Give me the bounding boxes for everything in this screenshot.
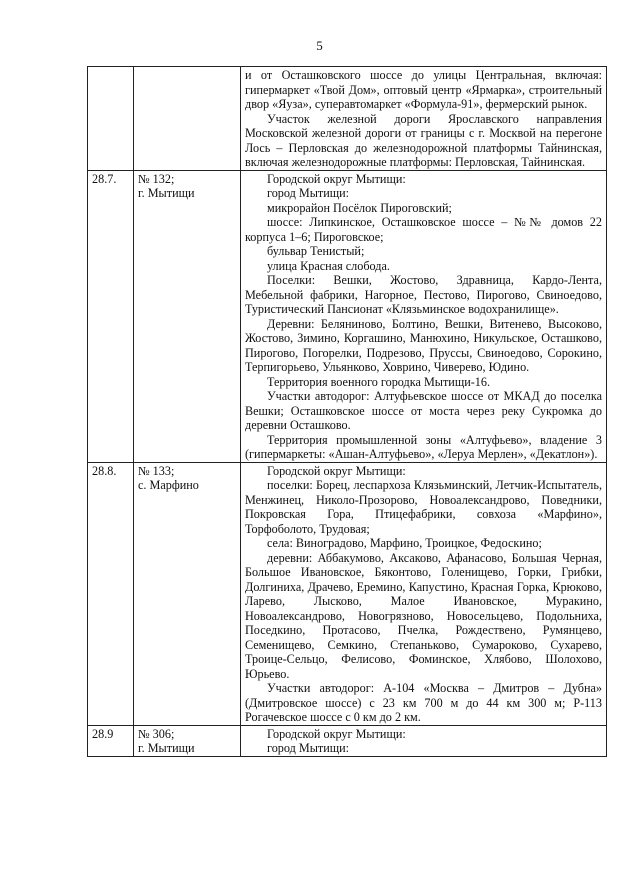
row-number: 28.9 [88, 725, 134, 756]
description-paragraph: улица Красная слобода. [267, 258, 390, 273]
description-paragraph: села: Виноградово, Марфино, Троицкое, Федоскино; [267, 536, 542, 550]
description-paragraph: город Мытищи: [267, 186, 350, 200]
description-paragraph: Городской округ Мытищи: [267, 463, 406, 478]
description-paragraph: город Мытищи: [267, 741, 350, 755]
district-line: с. Марфино [138, 478, 199, 492]
row-number: 28.8. [88, 462, 134, 725]
description-paragraph: Территория военного городка Мытищи-16. [267, 374, 491, 389]
district-line: № 133; [138, 463, 175, 478]
table-row [88, 725, 607, 756]
description-cell [241, 462, 607, 725]
district-line: г. Мытищи [138, 741, 195, 755]
district-line: г. Мытищи [138, 186, 195, 200]
row-number [88, 67, 134, 171]
description-paragraph: шоссе: Липкинское, Осташковское шоссе – №№ домов 22 корпуса 1–6; Пироговское; [245, 215, 602, 244]
description-paragraph: Городской округ Мытищи: [267, 171, 406, 186]
description-cell [241, 725, 607, 756]
description-paragraph: бульвар Тенистый; [267, 244, 365, 258]
description-paragraph: Участок железной дороги Ярославского направления Московской железной дороги от границы с г. Москвой на перегоне Лось – Перловская до железнодорожной платформы Тайнинская, включая железнодорожные платформы: Перловская, Тайнинская. [245, 111, 602, 169]
description-paragraph: Участки автодорог: Алтуфьевское шоссе от МКАД до поселка Вешки; Осташковское шоссе от моста через реку Сукромка до деревни Осташково. [245, 389, 602, 432]
page-number: 5 [316, 38, 323, 53]
table-body [88, 67, 607, 757]
description-cell [241, 67, 607, 171]
table-row [88, 67, 607, 171]
districts-table [87, 66, 607, 757]
district-cell [134, 67, 241, 171]
description-paragraph: Территория промышленной зоны «Алтуфьево», владение 3 (гипермаркеты: «Ашан-Алтуфьево», «Леруа Мерлен», «Декатлон»). [245, 432, 602, 461]
row-number: 28.7. [88, 170, 134, 462]
table-row [88, 170, 607, 462]
description-cell [241, 170, 607, 462]
description-paragraph: Поселки: Вешки, Жостово, Здравница, Кардо-Лента, Мебельной фабрики, Нагорное, Пестово, Пирогово, Свиноедово, Туристический Пансионат «Клязьминское водохранилище». [245, 273, 602, 316]
description-paragraph: микрорайон Посёлок Пироговский; [267, 200, 452, 215]
table-row [88, 462, 607, 725]
district-cell [134, 462, 241, 725]
description-paragraph: Участки автодорог: А-104 «Москва – Дмитров – Дубна» (Дмитровское шоссе) с 23 км 700 м до 44 км 300 м; Р-113 Рогачевское шоссе с 0 км до 2 км. [245, 681, 602, 724]
description-paragraph: Деревни: Беляниново, Болтино, Вешки, Витенево, Высоково, Жостово, Зимино, Коргашино, Манюхино, Никульское, Осташково, Пирогово, Погорелки, Подрезово, Пруссы, Свиноедово, Сорокино, Терпигорьево, Ульянково, Ховрино, Чиверево, Юдино. [245, 316, 602, 374]
district-cell [134, 170, 241, 462]
district-cell [134, 725, 241, 756]
district-line: № 132; [138, 171, 175, 186]
description-paragraph: и от Осташковского шоссе до улицы Центральная, включая: гипермаркет «Твой Дом», оптовый центр «Ярмарка», строительный двор «Яуза», суперавтомаркет «Формула-91», фермерский рынок. [245, 68, 602, 111]
description-paragraph: Городской округ Мытищи: [267, 726, 406, 741]
district-line: № 306; [138, 726, 175, 741]
description-paragraph: деревни: Аббакумово, Аксаково, Афанасово, Большая Черная, Большое Ивановское, Бяконтово, Голенищево, Горки, Грибки, Долгиниха, Драчево, Еремино, Капустино, Красная Горка, Крюково, Ларево, Лысково, Малое Ивановское, Муракино, Новоалександрово, Новогрязново, Новосельцево, Подольниха, Поседкино, Протасово, Пчелка, Рождествено, Румянцево, Семенищево, Семкино, Степаньково, Сумароково, Сухарево, Троице-Сельцо, Фелисово, Фоминское, Хлябово, Шолохово, Юрьево. [245, 550, 602, 681]
description-paragraph: поселки: Борец, леспархоза Клязьминский, Летчик-Испытатель, Менжинец, Николо-Прозорово, Новоалександрово, Поведники, Покровская Гора, Птицефабрики, совхоза «Марфино», Торфоболото, Трудовая; [245, 478, 602, 536]
